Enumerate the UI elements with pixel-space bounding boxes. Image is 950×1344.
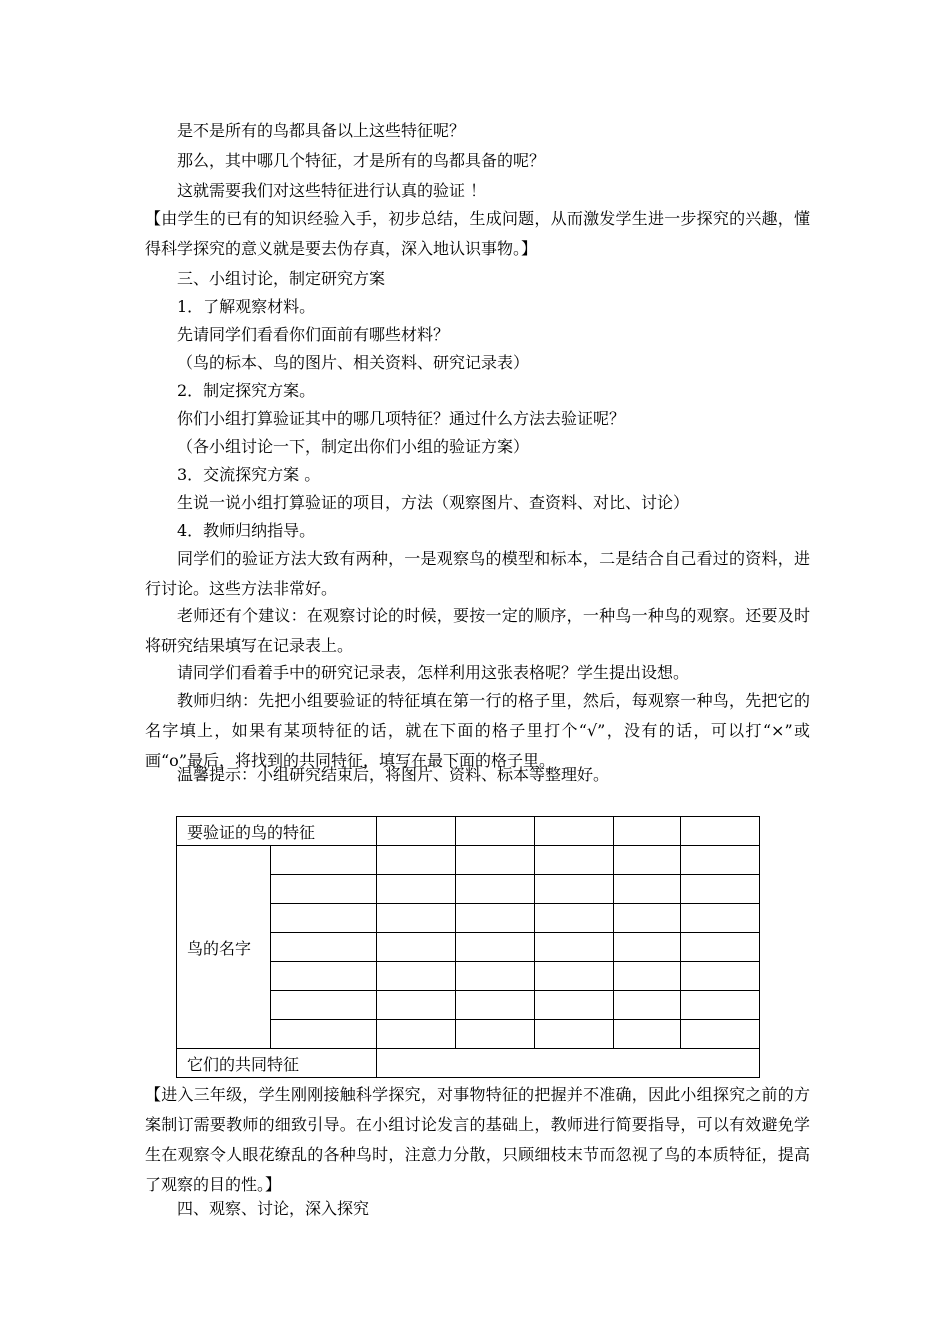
table-cell xyxy=(535,817,614,846)
table-cell xyxy=(535,1020,614,1049)
table-cell xyxy=(535,846,614,875)
table-cell xyxy=(535,904,614,933)
teaching-note-1: 【由学生的已有的知识经验入手，初步总结，生成问题，从而激发学生进一步探究的兴趣，懂得科学探究的意义就是要去伪存真，深入地认识事物。】 xyxy=(145,209,810,258)
table-cell xyxy=(681,962,760,991)
table-cell xyxy=(271,846,377,875)
step-2-title: 2．制定探究方案。 xyxy=(177,381,316,400)
question-line-2: 那么，其中哪几个特征，才是所有的鸟都具备的呢？ xyxy=(177,151,546,170)
teaching-note-2: 【进入三年级，学生刚刚接触科学探究，对事物特征的把握并不准确，因此小组探究之前的方案制订需要教师的细致引导。在小组讨论发言的基础上，教师进行简要指导，可以有效避免学生在观察令人眼花缭乱的各种鸟时，注意力分散，只顾细枝末节而忽视了鸟的本质特征，提高了观察的目的性。】 xyxy=(145,1085,810,1194)
table-cell xyxy=(456,962,535,991)
table-cell xyxy=(377,875,456,904)
table-cell xyxy=(614,991,681,1020)
tip-line: 温馨提示：小组研究结束后，将图片、资料、标本等整理好。 xyxy=(177,765,610,784)
question-line-1: 是不是所有的鸟都具备以上这些特征呢？ xyxy=(177,121,466,140)
table-cell xyxy=(681,875,760,904)
table-cell xyxy=(681,991,760,1020)
table-cell xyxy=(271,875,377,904)
table-cell xyxy=(456,991,535,1020)
table-cell xyxy=(456,817,535,846)
section-4-heading: 四、观察、讨论，深入探究 xyxy=(177,1199,370,1218)
table-cell xyxy=(377,933,456,962)
table-cell xyxy=(614,846,681,875)
table-cell xyxy=(377,846,456,875)
table-cell xyxy=(614,817,681,846)
common-features-label-cell: 它们的共同特征 xyxy=(177,1049,377,1078)
step-2-question: 你们小组打算验证其中的哪几项特征？通过什么方法去验证呢？ xyxy=(177,409,626,428)
step-1-answer: （鸟的标本、鸟的图片、相关资料、研究记录表） xyxy=(177,353,530,372)
table-cell xyxy=(456,933,535,962)
table-cell xyxy=(681,1020,760,1049)
table-cell xyxy=(535,933,614,962)
features-label-cell: 要验证的鸟的特征 xyxy=(177,817,377,846)
table-cell xyxy=(271,933,377,962)
question-line-3: 这就需要我们对这些特征进行认真的验证 ！ xyxy=(177,181,487,200)
table-cell xyxy=(271,962,377,991)
table-cell xyxy=(377,991,456,1020)
table-cell xyxy=(681,846,760,875)
step-1-title: 1．了解观察材料。 xyxy=(177,297,316,316)
table-cell xyxy=(271,1020,377,1049)
table-cell xyxy=(456,875,535,904)
table-cell xyxy=(377,1020,456,1049)
table-cell xyxy=(614,1020,681,1049)
table-cell xyxy=(614,933,681,962)
bird-name-label-cell: 鸟的名字 xyxy=(177,846,271,1049)
table-cell xyxy=(271,991,377,1020)
summary-paragraph: 教师归纳：先把小组要验证的特征填在第一行的格子里，然后，每观察一种鸟，先把它的名字填上，如果有某项特征的话，就在下面的格子里打个“√”，没有的话，可以打“×”或画“o”最后，将找到的共同特征，填写在最下面的格子里。 xyxy=(145,691,810,770)
table-row xyxy=(177,846,760,875)
table-row xyxy=(177,817,760,846)
table-cell xyxy=(535,991,614,1020)
table-cell xyxy=(614,875,681,904)
table-cell xyxy=(535,875,614,904)
bird-record-table xyxy=(176,816,760,1078)
step-3-answer: 生说一说小组打算验证的项目，方法（观察图片、查资料、对比、讨论） xyxy=(177,493,690,512)
table-cell xyxy=(681,904,760,933)
table-cell xyxy=(377,962,456,991)
step-1-question: 先请同学们看看你们面前有哪些材料？ xyxy=(177,325,450,344)
table-cell xyxy=(377,817,456,846)
record-sheet-prompt: 请同学们看着手中的研究记录表，怎样利用这张表格呢？学生提出设想。 xyxy=(177,663,690,682)
table-cell xyxy=(614,962,681,991)
step-3-title: 3．交流探究方案 。 xyxy=(177,465,321,484)
table-cell xyxy=(271,904,377,933)
common-features-value-cell xyxy=(377,1049,760,1078)
table-cell xyxy=(535,962,614,991)
step-2-answer: （各小组讨论一下，制定出你们小组的验证方案） xyxy=(177,437,530,456)
table-cell xyxy=(377,904,456,933)
table-cell xyxy=(456,904,535,933)
table-row xyxy=(177,1049,760,1078)
section-3-heading: 三、小组讨论，制定研究方案 xyxy=(177,269,386,288)
suggestion-paragraph: 老师还有个建议：在观察讨论的时候，要按一定的顺序，一种鸟一种鸟的观察。还要及时将研究结果填写在记录表上。 xyxy=(145,606,810,655)
table-cell xyxy=(681,817,760,846)
step-4-title: 4．教师归纳指导。 xyxy=(177,521,316,540)
table-cell xyxy=(456,846,535,875)
method-paragraph: 同学们的验证方法大致有两种，一是观察鸟的模型和标本，二是结合自己看过的资料，进行讨论。这些方法非常好。 xyxy=(145,549,810,598)
table-cell xyxy=(681,933,760,962)
table-cell xyxy=(456,1020,535,1049)
table-cell xyxy=(614,904,681,933)
